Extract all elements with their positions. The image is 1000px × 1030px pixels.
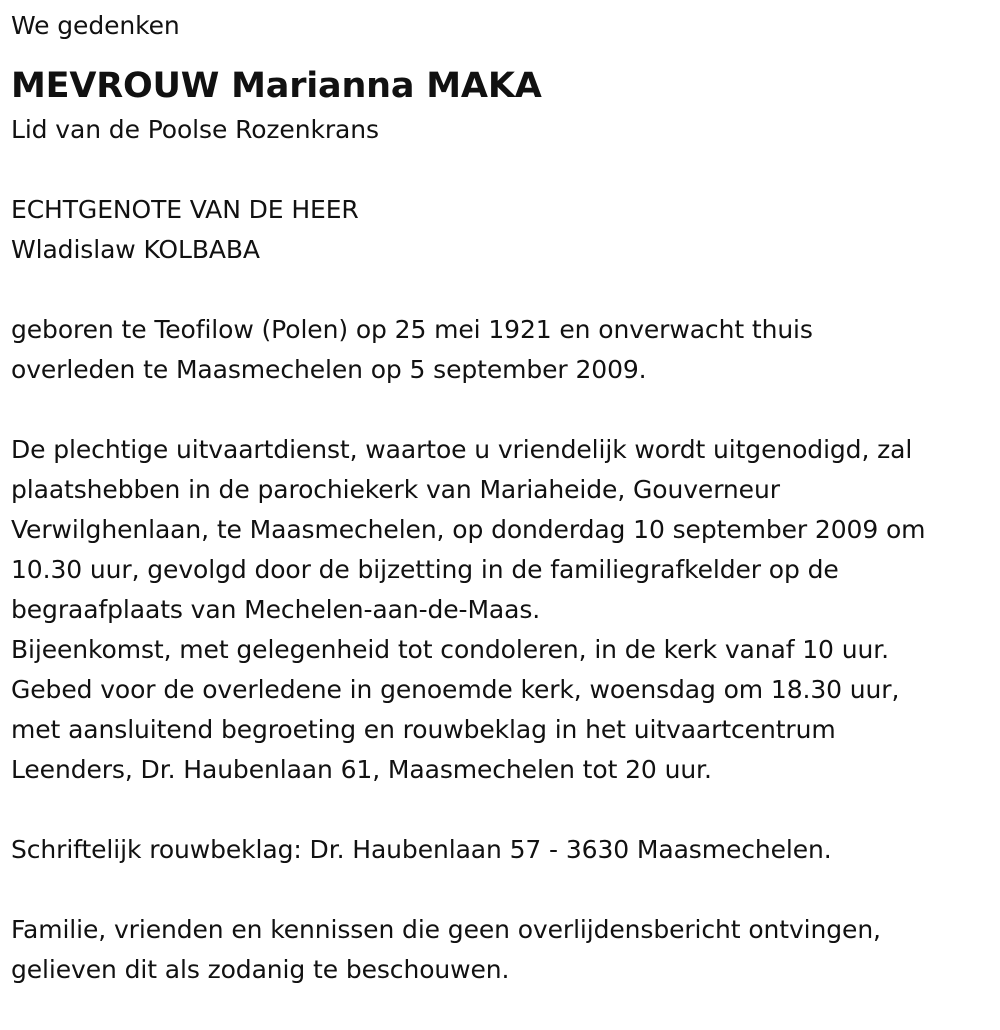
ceremony-line: Verwilghenlaan, te Maasmechelen, op donderdag 10 september 2009 om (11, 515, 926, 544)
ceremony-line: begraafplaats van Mechelen-aan-de-Maas. (11, 595, 541, 624)
spacer (11, 790, 996, 830)
ceremony-line: Gebed voor de overledene in genoemde kerk, woensdag om 18.30 uur, (11, 675, 900, 704)
spacer (11, 270, 996, 310)
spouse-title: ECHTGENOTE VAN DE HEER (11, 195, 359, 224)
membership-text: Lid van de Poolse Rozenkrans (11, 115, 379, 144)
ceremony-line: Leenders, Dr. Haubenlaan 61, Maasmechelen tot 20 uur. (11, 755, 712, 784)
closing-line: gelieven dit als zodanig te beschouwen. (11, 955, 510, 984)
death-line: overleden te Maasmechelen op 5 september 2009. (11, 355, 647, 384)
spacer (11, 870, 996, 910)
birth-line: geboren te Teofilow (Polen) op 25 mei 1921 en onverwacht thuis (11, 315, 813, 344)
intro-text: We gedenken (11, 11, 180, 40)
spouse-name: Wladislaw KOLBABA (11, 235, 260, 264)
ceremony-line: De plechtige uitvaartdienst, waartoe u vriendelijk wordt uitgenodigd, zal (11, 435, 913, 464)
obituary-notice (11, 6, 996, 990)
deceased-name: MEVROUW Marianna MAKA (11, 66, 542, 106)
spacer (11, 390, 996, 430)
ceremony-paragraph (11, 430, 996, 790)
ceremony-line: 10.30 uur, gevolgd door de bijzetting in de familiegrafkelder op de (11, 555, 839, 584)
ceremony-line: met aansluitend begroeting en rouwbeklag in het uitvaartcentrum (11, 715, 836, 744)
condolence-address: Schriftelijk rouwbeklag: Dr. Haubenlaan 57 - 3630 Maasmechelen. (11, 835, 832, 864)
ceremony-line: Bijeenkomst, met gelegenheid tot condoleren, in de kerk vanaf 10 uur. (11, 635, 889, 664)
closing-line: Familie, vrienden en kennissen die geen overlijdensbericht ontvingen, (11, 915, 881, 944)
ceremony-line: plaatshebben in de parochiekerk van Mariaheide, Gouverneur (11, 475, 780, 504)
spacer (11, 150, 996, 190)
